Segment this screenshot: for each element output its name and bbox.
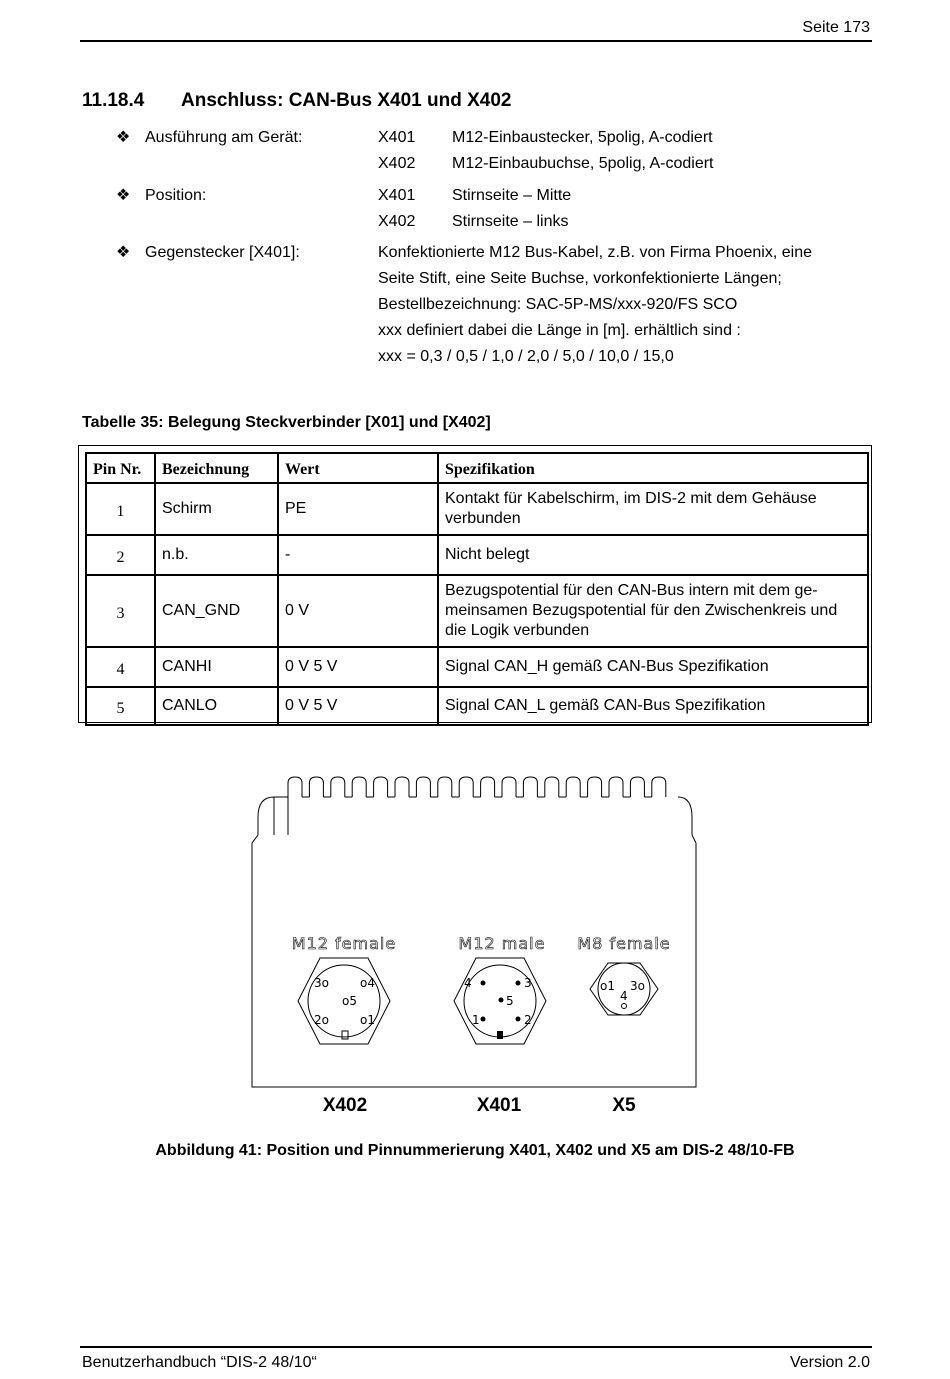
cell-spec: Bezugspotential für den CAN-Bus intern mit dem ge-meinsamen Bezugspotential für den Zwischenkreis und die Logik verbunden <box>438 575 868 647</box>
pin-dot <box>622 1004 627 1009</box>
cell-value: PE <box>278 483 438 535</box>
pin-assignment-table <box>85 452 869 726</box>
designator-x402: X402 <box>322 1095 368 1116</box>
connector-type-x402: M12 female <box>291 934 397 953</box>
section-title <box>82 90 511 112</box>
bullet-icon: ❖ <box>116 129 131 146</box>
cell-value: - <box>278 535 438 575</box>
section-number: 11.18.4 <box>82 90 145 111</box>
bullet-icon: ❖ <box>116 244 131 261</box>
pin-label: 4 <box>620 989 628 1003</box>
spec-desc: M12-Einbaustecker, 5polig, A-codiert <box>452 129 713 146</box>
connector-x401 <box>454 958 546 1044</box>
cell-spec: Signal CAN_H gemäß CAN-Bus Spezifikation <box>438 647 868 687</box>
pin-label: 2o <box>314 1013 329 1027</box>
connector-type-x5: M8 female <box>577 934 671 953</box>
table-caption: Tabelle 35: Belegung Steckverbinder [X01] und [X402] <box>82 414 491 431</box>
coding-key <box>342 1031 348 1039</box>
spec-code: X401 <box>378 129 416 146</box>
pin-label: o4 <box>360 976 375 990</box>
spec-text-line: Seite Stift, eine Seite Buchse, vorkonfektionierte Längen; <box>378 270 782 287</box>
header-rule <box>80 40 872 42</box>
heatsink-fins <box>258 797 288 835</box>
cell-name: CANLO <box>155 687 278 725</box>
cell-value: 0 V <box>278 575 438 647</box>
cell-spec: Nicht belegt <box>438 535 868 575</box>
spec-text-line: xxx = 0,3 / 0,5 / 1,0 / 2,0 / 5,0 / 10,0 / 15,0 <box>378 348 674 365</box>
spec-code: X401 <box>378 187 416 204</box>
table-row <box>86 535 868 575</box>
spec-label: Ausführung am Gerät: <box>145 129 303 146</box>
pin-label: 3 <box>524 976 532 990</box>
spec-desc: Stirnseite – links <box>452 213 569 230</box>
header-name: Bezeichnung <box>155 453 278 483</box>
figure-caption: Abbildung 41: Position und Pinnummerierung X401, X402 und X5 am DIS-2 48/10-FB <box>155 1142 795 1159</box>
heatsink-fin <box>288 777 666 797</box>
spec-label: Position: <box>145 187 207 204</box>
spec-text-line: Bestellbezeichnung: SAC-5P-MS/xxx-920/FS SCO <box>378 296 738 313</box>
footer-manual-title: Benutzerhandbuch “DIS-2 48/10“ <box>82 1354 317 1371</box>
designator-x401: X401 <box>476 1095 522 1116</box>
spec-text-line: xxx definiert dabei die Länge in [m]. erhältlich sind : <box>378 322 741 339</box>
table-row <box>86 483 868 535</box>
device-front-diagram <box>250 775 700 1120</box>
section-heading: Anschluss: CAN-Bus X401 und X402 <box>181 90 512 111</box>
table-row <box>86 575 868 647</box>
pin-label: o1 <box>360 1013 375 1027</box>
spec-label: Gegenstecker [X401]: <box>145 244 300 261</box>
pin-dot <box>481 1017 486 1022</box>
spec-code: X402 <box>378 155 416 172</box>
pin-label: 4 <box>464 976 472 990</box>
cell-spec: Signal CAN_L gemäß CAN-Bus Spezifikation <box>438 687 868 725</box>
cell-pin: 3 <box>86 575 155 647</box>
spec-code: X402 <box>378 213 416 230</box>
pin-table-frame <box>78 445 872 723</box>
heatsink-fin-group <box>288 777 666 797</box>
pin-dot <box>499 998 504 1003</box>
cell-name: n.b. <box>155 535 278 575</box>
cell-pin: 1 <box>86 483 155 535</box>
pin-label: 2 <box>524 1013 532 1027</box>
header-pin: Pin Nr. <box>86 453 155 483</box>
cell-name: Schirm <box>155 483 278 535</box>
spec-desc: Stirnseite – Mitte <box>452 187 572 204</box>
bullet-icon: ❖ <box>116 187 131 204</box>
pin-label: o1 <box>600 979 615 993</box>
pin-label: 3o <box>630 979 645 993</box>
spec-desc: M12-Einbaubuchse, 5polig, A-codiert <box>452 155 714 172</box>
pin-dot <box>516 981 521 986</box>
connector-type-x401: M12 male <box>458 934 546 953</box>
pin-label: 3o <box>314 976 329 990</box>
cell-name: CANHI <box>155 647 278 687</box>
cell-pin: 2 <box>86 535 155 575</box>
cell-spec: Kontakt für Kabelschirm, im DIS-2 mit dem Gehäuse verbunden <box>438 483 868 535</box>
pin-label: 1 <box>472 1013 480 1027</box>
pin-label: 5 <box>506 994 514 1008</box>
connector-x402 <box>298 958 390 1044</box>
spec-text-line: Konfektionierte M12 Bus-Kabel, z.B. von Firma Phoenix, eine <box>378 244 812 261</box>
page-number: Seite 173 <box>802 19 870 36</box>
connector-x5 <box>590 963 658 1015</box>
header-spec: Spezifikation <box>438 453 868 483</box>
cell-name: CAN_GND <box>155 575 278 647</box>
header-value: Wert <box>278 453 438 483</box>
table-row <box>86 687 868 725</box>
designator-x5: X5 <box>612 1095 636 1116</box>
cell-pin: 5 <box>86 687 155 725</box>
table-row <box>86 647 868 687</box>
heatsink-right-edge <box>678 797 692 835</box>
cell-value: 0 V 5 V <box>278 687 438 725</box>
pin-label: o5 <box>342 994 357 1008</box>
table-header-row <box>86 453 868 483</box>
coding-key <box>497 1031 503 1039</box>
footer-version: Version 2.0 <box>789 1354 870 1371</box>
pin-dot <box>516 1017 521 1022</box>
cell-pin: 4 <box>86 647 155 687</box>
cell-value: 0 V 5 V <box>278 647 438 687</box>
pin-dot <box>481 981 486 986</box>
footer-rule <box>80 1346 872 1348</box>
